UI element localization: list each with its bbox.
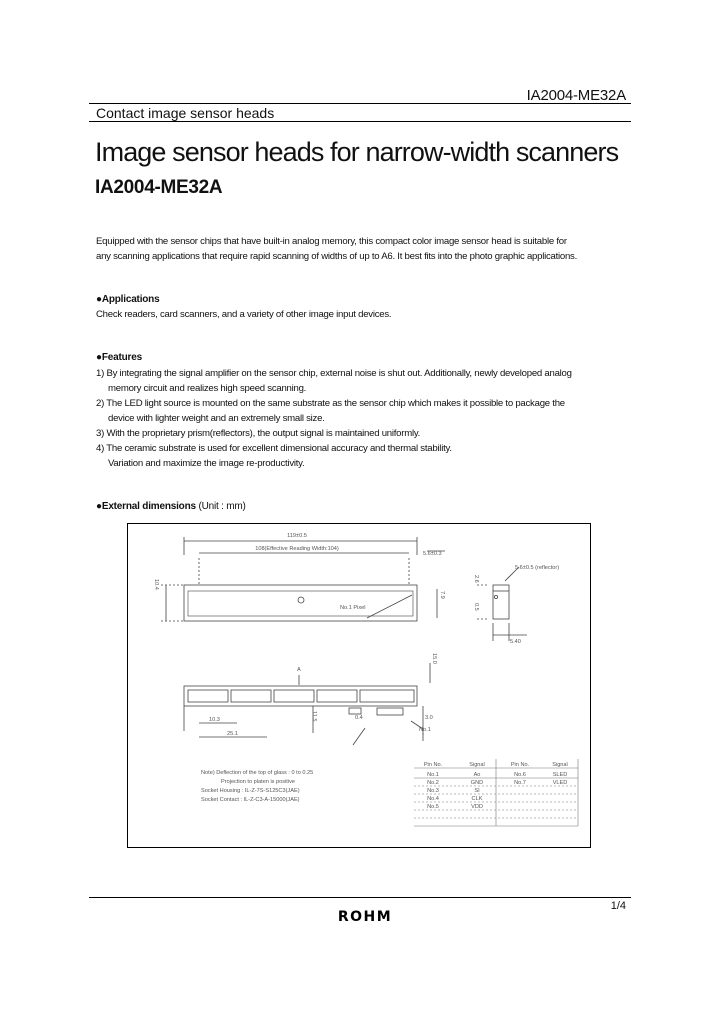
- bottom-view: [184, 663, 430, 745]
- pin-cell: No.3: [427, 788, 439, 794]
- note-line: Projection to platen is positive: [221, 779, 296, 785]
- feature-line: 4) The ceramic substrate is used for excellent dimensional accuracy and thermal stability.: [96, 443, 452, 454]
- dim-conn: 0.4: [355, 715, 363, 721]
- page-title: Image sensor heads for narrow-width scanners: [95, 137, 619, 167]
- feature-line: Variation and maximize the image re-productivity.: [108, 458, 305, 469]
- intro-line: Equipped with the sensor chips that have built-in analog memory, this compact color image sensor head is suitable for: [96, 236, 567, 247]
- bullet-icon: ●: [96, 501, 102, 512]
- features-heading: ●Features: [96, 352, 142, 363]
- dim-right-top: 5.6±0.3: [423, 551, 442, 557]
- pin-header: Signal: [552, 762, 568, 768]
- pin-header: Pin No.: [423, 762, 443, 768]
- pin-cell: VLED: [552, 780, 568, 786]
- pin-cell: SLED: [552, 772, 568, 778]
- applications-heading: ●Applications: [96, 294, 160, 305]
- feature-line: 1) By integrating the signal amplifier on the sensor chip, external noise is shut out. Additionally, newly developed analog: [96, 368, 572, 379]
- dim-side-h2: 0.5: [473, 603, 479, 611]
- pin-cell: No.7: [514, 780, 526, 786]
- feature-line: memory circuit and realizes high speed scanning.: [108, 383, 307, 394]
- dim-vert: 15.0: [431, 653, 437, 664]
- pin-cell: CLK: [471, 796, 483, 802]
- dim-left-height: 10.4: [153, 579, 159, 590]
- dim-side-bottom: 5.40: [510, 639, 521, 645]
- drawing-frame: [128, 524, 591, 848]
- dim-effective: 108(Effective Reading Width:104): [255, 546, 339, 552]
- intro-paragraph: [96, 234, 636, 264]
- dimensions-heading: ●External dimensions (Unit : mm): [96, 501, 246, 512]
- pin-cell: No.6: [514, 772, 526, 778]
- page-number: 1/4: [610, 900, 626, 912]
- dim-overall: 119±0.5: [287, 533, 307, 539]
- dim-no1: No.1: [419, 727, 431, 733]
- dim-pixel: No.1 Pixel: [340, 605, 366, 611]
- bullet-icon: ●: [96, 294, 102, 305]
- pin-cell: No.1: [427, 772, 439, 778]
- pin-header: Signal: [469, 762, 485, 768]
- note-line: Socket Contact : IL-Z-C3-A-15000(JAE): [201, 797, 300, 803]
- feature-line: device with lighter weight and an extremely small size.: [108, 413, 325, 424]
- pin-cell: GND: [470, 780, 484, 786]
- applications-text: Check readers, card scanners, and a variety of other image input devices.: [96, 309, 392, 320]
- dim-side-h: 2.6: [473, 575, 479, 583]
- intro-line: any scanning applications that require rapid scanning of widths of up to A6. It best fits into the photo graphic applications.: [96, 251, 578, 262]
- note-line: Note) Deflection of the top of glass : 0 to 0.25: [201, 770, 314, 776]
- note-line: Socket Housing : IL-Z-7S-S125C3(JAE): [201, 788, 300, 794]
- page-subtitle: IA2004-ME32A: [95, 177, 223, 198]
- side-view: [477, 567, 527, 641]
- feature-line: 2) The LED light source is mounted on the same substrate as the sensor chip which makes it possible to package the: [96, 398, 565, 409]
- pin-cell: Ao: [473, 772, 481, 778]
- dim-height-2: 7.9: [439, 591, 445, 599]
- dim-mid: 11.5: [311, 711, 317, 722]
- header-rule-2: [89, 121, 631, 122]
- pin-cell: VDD: [471, 804, 483, 810]
- dim-right: 3.0: [425, 715, 433, 721]
- dim-left-2: 25.1: [227, 731, 238, 737]
- rohm-logo-text: ROHM: [337, 909, 393, 923]
- pin-cell: No.5: [427, 804, 439, 810]
- features-list: [96, 366, 636, 471]
- header-part-number: IA2004-ME32A: [526, 87, 626, 104]
- bullet-icon: ●: [96, 352, 102, 363]
- pin-cell: No.2: [427, 780, 439, 786]
- rohm-logo: [334, 909, 396, 923]
- header-category: Contact image sensor heads: [96, 105, 275, 121]
- dimension-drawing: [127, 523, 591, 848]
- dim-view-a: A: [297, 667, 301, 673]
- footer-rule: [89, 897, 631, 898]
- dim-left: 10.3: [209, 717, 220, 723]
- header-rule: [89, 103, 631, 104]
- pin-cell: SI: [474, 788, 480, 794]
- pin-cell: No.4: [427, 796, 439, 802]
- feature-line: 3) With the proprietary prism(reflectors), the output signal is maintained uniformly.: [96, 428, 421, 439]
- pin-header: Pin No.: [510, 762, 530, 768]
- dim-side-label: 5.6±0.5 (reflector): [515, 565, 560, 571]
